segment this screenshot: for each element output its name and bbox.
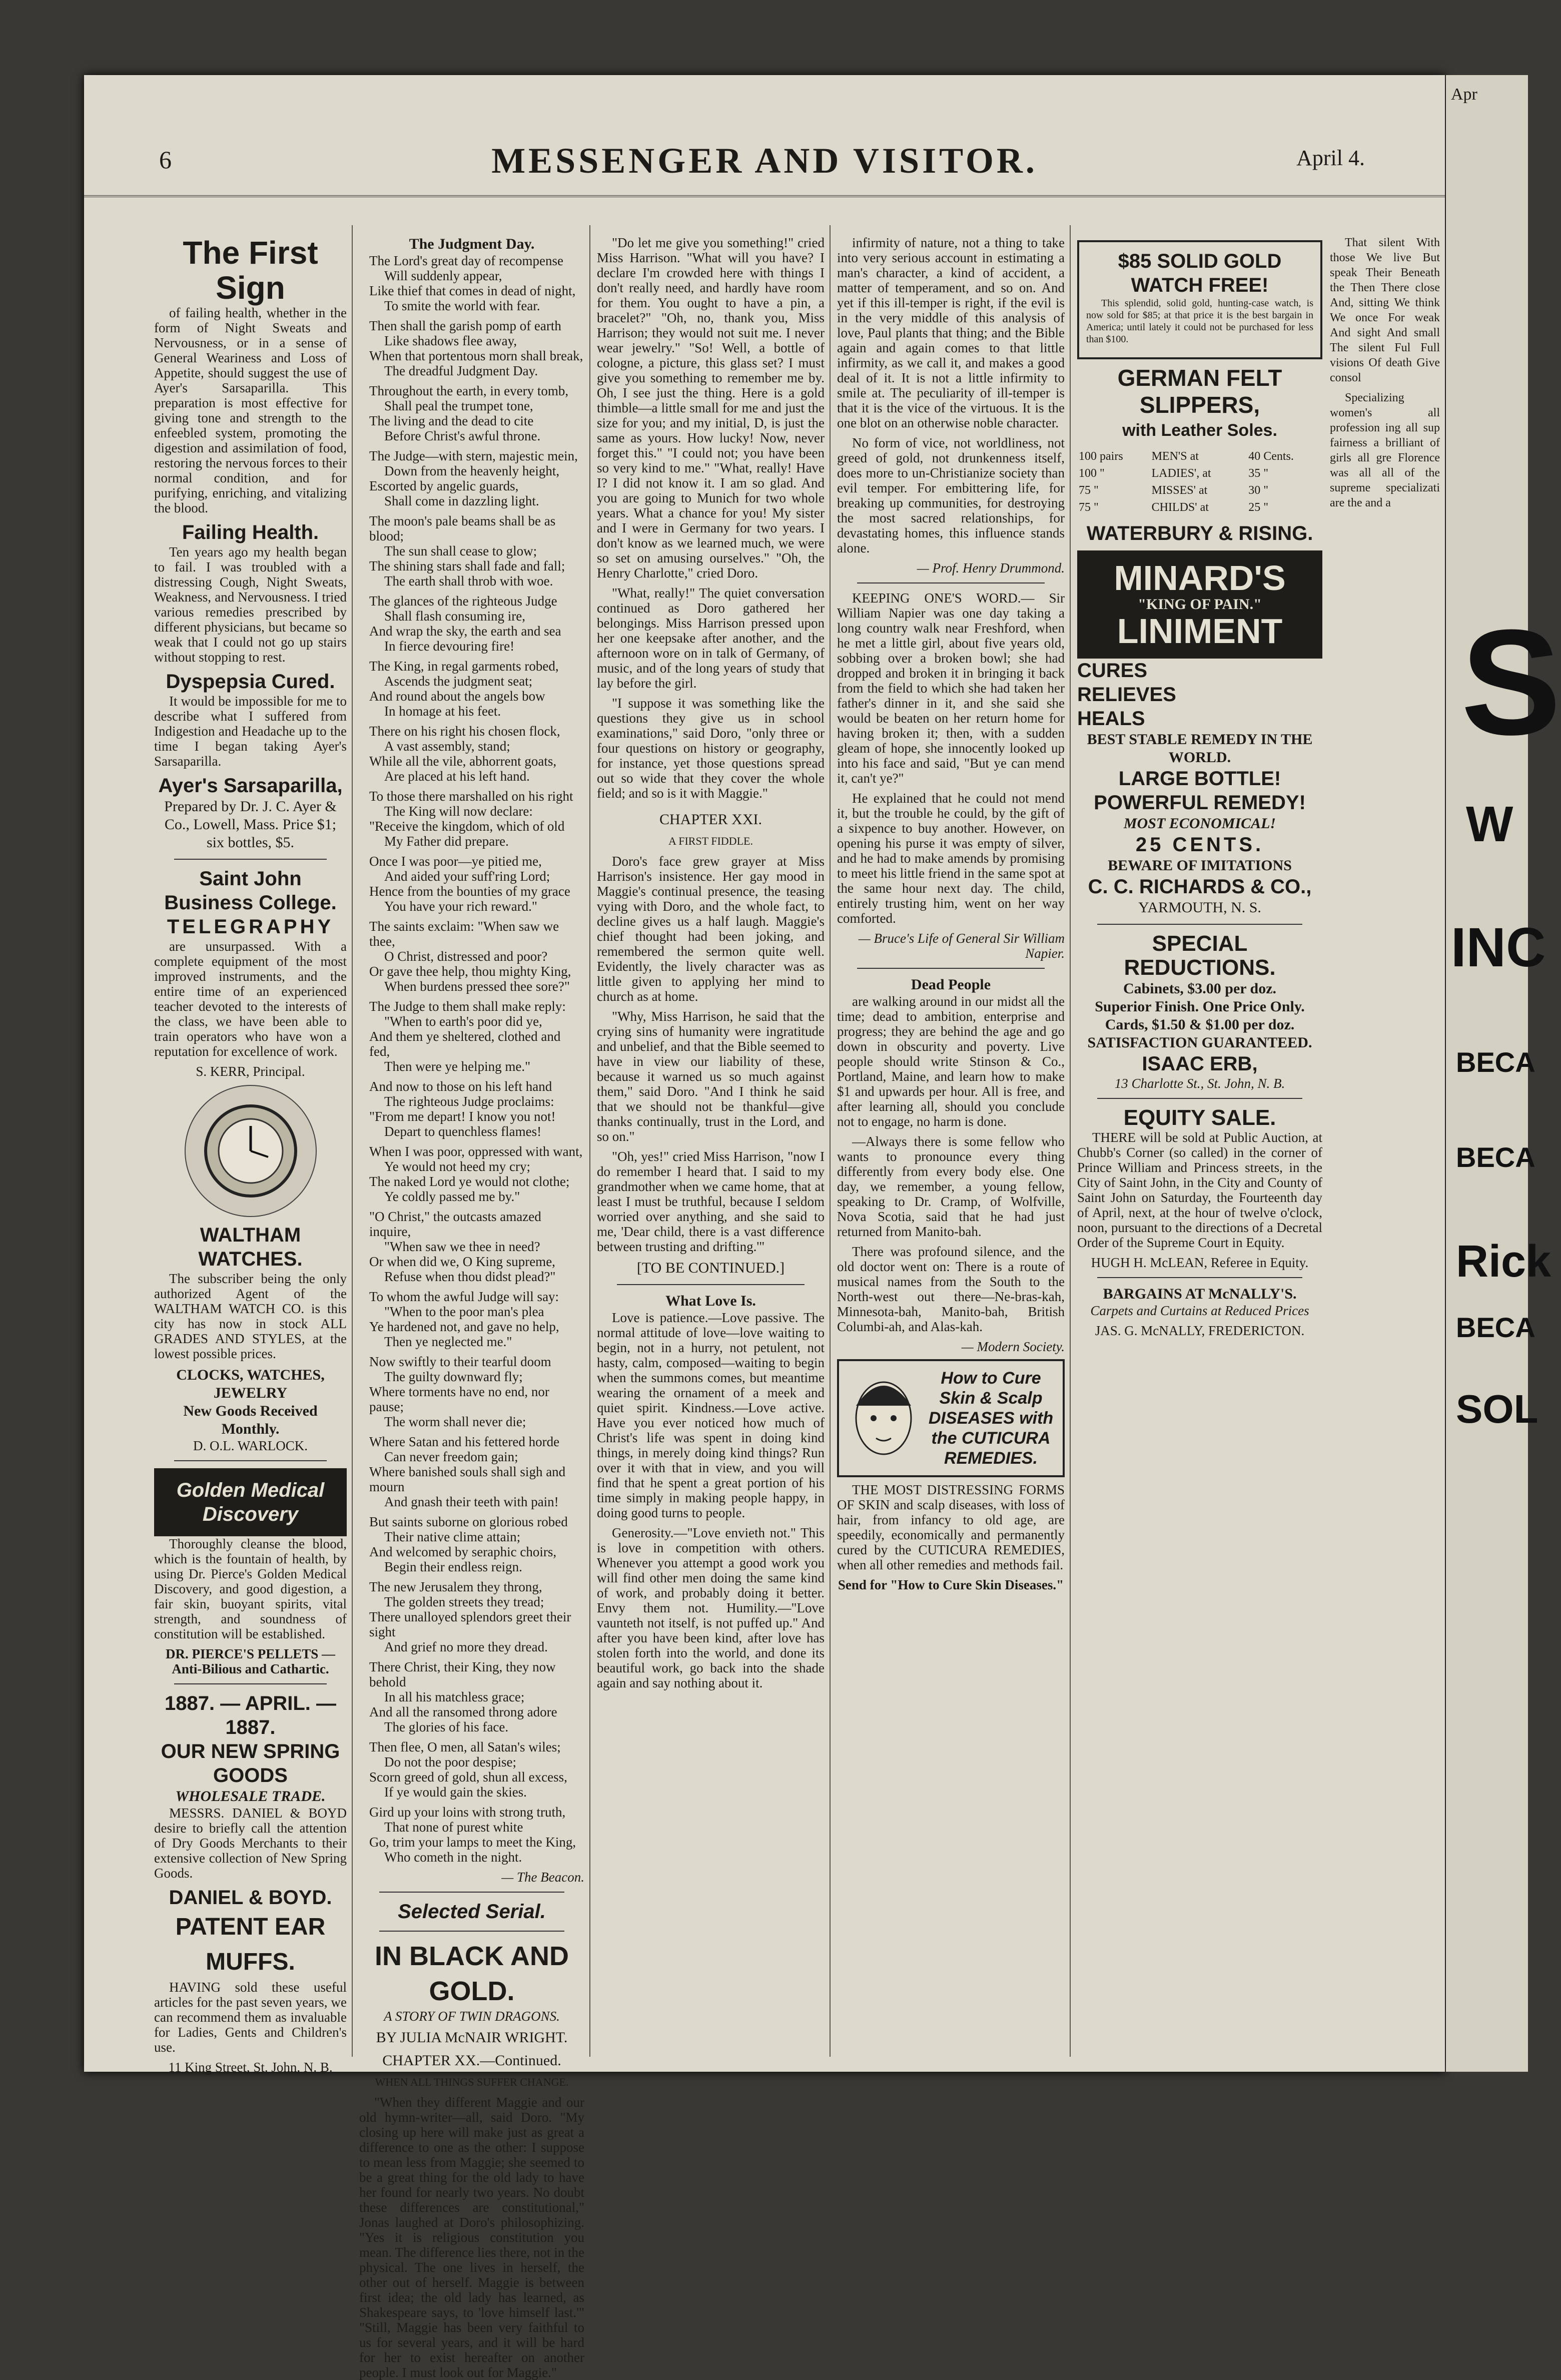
divider — [617, 1284, 805, 1285]
poem-line: O Christ, distressed and poor? — [384, 949, 548, 964]
ad-text: THERE will be sold at Public Auction, at Chubb's Corner (so called) in the corner of Prince William and Princess streets, in the City of Saint John, in the City and County of Saint John on Saturday, the Fourteenth day of April, next, at the hour of twelve o'clock, noon, pursuant to the directions of a Decretal Order of the Supreme Court in Equity. — [1077, 1130, 1322, 1250]
poem-line: Now swiftly to their tearful doom — [369, 1354, 551, 1369]
poem-line: The earth shall throb with woe. — [384, 573, 553, 588]
divider — [1097, 1277, 1302, 1278]
page-number: 6 — [159, 146, 172, 174]
ad-line: SATISFACTION GUARANTEED. — [1087, 1034, 1312, 1051]
ad-text: HAVING sold these useful articles for the past seven years, we can recommend them as invaluable for Ladies, Gents and Children's use. — [154, 1980, 347, 2055]
poem-line: "From me depart! I know you not! — [369, 1109, 556, 1124]
poem-line: The golden streets they tread; — [384, 1594, 544, 1609]
poem-line: There Christ, their King, they now behold — [369, 1659, 556, 1689]
poem-line: "When saw we thee in need? — [384, 1239, 540, 1254]
article-title: Dead People — [911, 976, 991, 993]
ad-headline: MINARD'S — [1114, 558, 1286, 598]
partial-letter: Rick — [1456, 1237, 1551, 1287]
price-row — [1078, 499, 1321, 515]
ad-text: are unsurpassed. With a complete equipment of the most improved instruments, and the entire time of an experienced teacher devoted to the interests of the class, we have been able to train operators who have won a reputation for excellence of work. — [154, 939, 347, 1059]
poem-line: The Judge to them shall make reply: — [369, 999, 566, 1014]
serial-subtitle: A STORY OF TWIN DRAGONS. — [384, 2009, 560, 2024]
ad-signature: ISAAC ERB, — [1142, 1053, 1258, 1075]
column-rule — [589, 225, 590, 2057]
column-2 — [359, 235, 584, 2380]
poem-title: The Judgment Day. — [409, 236, 535, 252]
price-row — [1078, 448, 1321, 464]
masthead — [84, 135, 1445, 197]
poem-line: Can never freedom gain; — [384, 1449, 518, 1464]
poem-line: Gird up your loins with strong truth, — [369, 1805, 566, 1820]
divider — [379, 1892, 564, 1893]
poem-line: And all the ransomed throng adore — [369, 1704, 557, 1719]
divider — [174, 1683, 327, 1684]
poem-line: "O Christ," the outcasts amazed inquire, — [369, 1209, 541, 1239]
ad-headline: WALTHAM WATCHES. — [198, 1224, 303, 1270]
poem-line: The glances of the righteous Judge — [369, 593, 557, 609]
ad-headline: OUR NEW SPRING GOODS — [161, 1740, 340, 1787]
poem-line: The new Jerusalem they throng, — [369, 1579, 542, 1594]
price-cell: MEN'S at — [1151, 450, 1199, 463]
poem-line: That none of purest white — [384, 1820, 523, 1835]
partial-letter: BECA — [1456, 1046, 1535, 1078]
adjacent-page-header: Apr — [1451, 85, 1477, 104]
ad-headline: How to Cure Skin & Scalp DISEASES with the CUTICURA REMEDIES. — [928, 1369, 1054, 1468]
article-text: are walking around in our midst all the time; dead to ambition, enterprise and progress; they are behind the age and go down in obscurity and poverty. Live people should write Stinson & Co., Portland, Maine, and learn how to make $1 and upwards per hour. All is free, and after learning all, should you conclude not to engage, no harm is done. — [837, 994, 1065, 1129]
ad-footer: Ayer's Sarsaparilla, — [158, 775, 343, 797]
poem-line: To smite the world with fear. — [384, 298, 540, 313]
poem-line: The glories of his face. — [384, 1719, 509, 1734]
ad-headline: BARGAINS AT McNALLY'S. — [1103, 1286, 1297, 1302]
poem-line: My Father did prepare. — [384, 834, 509, 849]
partial-letter: S — [1461, 598, 1561, 766]
ad-banner — [154, 1468, 347, 1536]
price-cell: 25 " — [1248, 501, 1268, 514]
poem-line: When burdens pressed thee sore?" — [384, 979, 570, 994]
divider — [1097, 1098, 1302, 1099]
price-cell: LADIES', at — [1151, 467, 1211, 480]
poem-line: Then flee, O men, all Satan's wiles; — [369, 1739, 561, 1754]
poem-line: Refuse when thou didst plead?" — [384, 1269, 556, 1284]
poem-line: Depart to quenchless flames! — [384, 1124, 542, 1139]
price-cell: CHILDS' at — [1151, 501, 1209, 514]
poem-line: Ascends the judgment seat; — [384, 674, 533, 689]
ad-headline: Golden Medical Discovery — [176, 1479, 325, 1525]
chapter-subheading: WHEN ALL THINGS SUFFER CHANGE. — [375, 2076, 569, 2088]
poem-line: Down from the heavenly height, — [384, 463, 560, 478]
poem-line: Are placed at his left hand. — [384, 769, 530, 784]
ad-footer: Send for "How to Cure Skin Diseases." — [838, 1577, 1064, 1592]
cuticura-ad — [837, 1359, 1065, 1477]
poem-line: Where torments have no end, nor pause; — [369, 1384, 549, 1414]
column-rule — [352, 225, 353, 2057]
ad-text: Thoroughly cleanse the blood, which is the fountain of health, by using Dr. Pierce's Golden Medical Discovery, and good digestion, a fair skin, buoyant spirits, vital strength, and soundness of constitution will be established. — [154, 1536, 347, 1641]
poem-line: Throughout the earth, in every tomb, — [369, 383, 569, 398]
price-cell: 30 " — [1248, 484, 1268, 497]
poem-line: Or when did we, O King supreme, — [369, 1254, 555, 1269]
ad-text: Ten years ago my health began to fail. I was troubled with a distressing Cough, Night Sweats, Weakness, and Nervousness. I tried various remedies prescribed by different physicians, but became so weak that I could not go up stairs without stopping to rest. — [154, 544, 347, 665]
poem-line: Or gave thee help, thou mighty King, — [369, 964, 571, 979]
ad-headline: EQUITY SALE. — [1123, 1105, 1276, 1130]
ad-line: Cards, $1.50 & $1.00 per doz. — [1105, 1016, 1295, 1033]
ad-subheading: Carpets and Curtains at Reduced Prices — [1090, 1303, 1309, 1318]
poem-line: And round about the angels bow — [369, 689, 545, 704]
ad-text: THE MOST DISTRESSING FORMS OF SKIN and scalp diseases, with loss of hair, from infancy to old age, are speedily, economically and permanently cured by the CUTICURA REMEDIES, when all other remedies and methods fail. — [837, 1482, 1065, 1572]
poem-line: Will suddenly appear, — [384, 268, 502, 283]
ad-subheading: LINIMENT — [1117, 612, 1283, 651]
divider — [174, 1460, 327, 1461]
ad-address: 13 Charlotte St., St. John, N. B. — [1114, 1076, 1285, 1091]
article-signature: — Bruce's Life of General Sir William Napier. — [858, 931, 1065, 961]
article-text: —Always there is some fellow who wants to pronounce every thing differently from every body else. One day, we remember, a young fellow, speaking to Dr. Cramp, of Wolfville, Nova Scotia, said that he had just returned from Manito-bah. — [837, 1134, 1065, 1239]
ad-address: YARMOUTH, N. S. — [1138, 899, 1261, 916]
ad-headline: The First Sign — [183, 235, 318, 306]
article-title: What Love Is. — [665, 1293, 756, 1309]
ad-footer: DR. PIERCE'S PELLETS — Anti-Bilious and Cathartic. — [165, 1646, 336, 1676]
ad-signature: D. O.L. WARLOCK. — [193, 1438, 308, 1453]
ad-headline: $85 SOLID GOLD WATCH FREE! — [1118, 250, 1282, 296]
ad-line: CURES — [1077, 660, 1148, 682]
poem-line: And gnash their teeth with pain! — [384, 1494, 559, 1509]
minards-banner — [1077, 550, 1322, 659]
partial-letter: W — [1466, 796, 1513, 852]
serial-text: "I suppose it was something like the questions they give us in school examinations," said Doro, "only three or four questions on history or geography, for instance, yet those questions spread out so wide that they cover the whole field; and so is it with Maggie." — [597, 696, 825, 801]
poem-line: You have your rich reward." — [384, 899, 537, 914]
price-cell: 100 pairs — [1079, 450, 1123, 463]
poem-line: Shall come in dazzling light. — [384, 493, 539, 508]
ad-price: Prepared by Dr. J. C. Ayer & Co., Lowell, Mass. Price $1; six bottles, $5. — [164, 798, 337, 851]
article-signature: — Modern Society. — [961, 1339, 1065, 1354]
poem-line: Ye hardened not, and gave no help, — [369, 1319, 559, 1334]
ad-line: LARGE BOTTLE! — [1118, 768, 1281, 790]
poem-line: The righteous Judge proclaims: — [384, 1094, 554, 1109]
poem-line: And them ye sheltered, clothed and fed, — [369, 1029, 561, 1059]
poem-line: The saints exclaim: "When saw we thee, — [369, 919, 559, 949]
ad-text: The subscriber being the only authorized Agent of the WALTHAM WATCH CO. is this city has now in stock ALL GRADES AND STYLES, at the lowest possible prices. — [154, 1271, 347, 1361]
poem-line: The worm shall never die; — [384, 1414, 526, 1429]
poem-line: Ye coldly passed me by." — [384, 1189, 520, 1204]
poem-line: Then were ye helping me." — [384, 1059, 531, 1074]
partial-text: That silent With those We live But speak Their Beneath the Then There close And, sitting We think We once For weak And sight And small The silent Ful Full visions Of death Give consol — [1330, 236, 1440, 384]
watch-ad — [1077, 240, 1322, 359]
ad-headline: GERMAN FELT SLIPPERS, — [1117, 365, 1282, 418]
ad-subheading: with Leather Soles. — [1122, 421, 1277, 440]
ad-text: This splendid, solid gold, hunting-case watch, is now sold for $85; at that price it is the best bargain in America; until lately it could not be purchased for less than $100. — [1086, 298, 1313, 345]
ad-line: POWERFUL REMEDY! — [1094, 792, 1306, 814]
face-portrait-icon — [846, 1371, 921, 1466]
poem-line: The moon's pale beams shall be as blood; — [369, 513, 556, 543]
poem-line: In all his matchless grace; — [384, 1689, 525, 1704]
ad-line: HEALS — [1077, 708, 1145, 730]
ad-headline: PATENT EAR MUFFS. — [175, 1914, 326, 1975]
poem-line: When that portentous morn shall break, — [369, 348, 583, 363]
poem-source: — The Beacon. — [501, 1870, 584, 1885]
poem-line: While all the vile, abhorrent goats, — [369, 754, 557, 769]
issue-date: April 4. — [1296, 146, 1365, 170]
article-text: No form of vice, not worldliness, not greed of gold, not drunkenness itself, does more to un-Christianize society than evil temper. For embittering life, for breaking up communities, for destroying the most sacred relationships, for devastating homes, this influence stands alone. — [837, 435, 1065, 555]
poem-line: Like thief that comes in dead of night, — [369, 283, 576, 298]
poem-line: Then ye neglected me." — [384, 1334, 512, 1349]
divider — [1097, 924, 1302, 925]
article-text: He explained that he could not mend it, but the trouble he could, by the gift of a sixpence to buy another. However, on opening his purse it was empty of silver, and he had to make amends by promising to meet his little friend in the same spot at the same hour next day. The child, entirely trusting him, went on her way comforted. — [837, 791, 1065, 926]
ad-line: MOST ECONOMICAL! — [1123, 815, 1276, 832]
ad-text: of failing health, whether in the form of Night Sweats and Nervousness, or in a sense of General Weariness and Loss of Appetite, should suggest the use of Ayer's Sarsaparilla. This preparation is most effective for giving tone and strength to the enfeebled system, promoting the digestion and assimilation of food, restoring the nervous forces to their normal condition, and for purifying, enriching, and vitalizing the blood. — [154, 305, 347, 515]
poem-line: In fierce devouring fire! — [384, 639, 515, 654]
price-table — [1077, 447, 1322, 516]
column-6-partial — [1330, 235, 1440, 2057]
ad-signature: HUGH H. McLEAN, Referee in Equity. — [1091, 1255, 1309, 1270]
section-header: Selected Serial. — [398, 1901, 546, 1923]
poem-line: "Receive the kingdom, which of old — [369, 819, 565, 834]
serial-text: "Do let me give you something!" cried Miss Harrison. "What will you have? I declare I'm crowded here with things I don't really need, and hardly have room for them. You ought to have a pin, a bracelet?" "Oh, no, thank you, Miss Harrison; they would not suit me. I never wear jewelry." "So! Well, a bottle of cologne, a picture, this glass set? I must give you something to remember me by. Oh, I see just the thing. Here is a gold thimble—a little small for me and just the size for you; and my initial, D, is just the same as yours. How lucky! Now, never forget this." "I could not; you have been so very kind to me." "What, really! Have I? I did not know it. I am so glad. And you are going to Munich for two whole years. What a chance for you! My sister and I were in Germany for two years. I don't know as we learned much, we were so set on amusing ourselves." "Oh, the Henry Charlotte," cried Doro. — [597, 235, 825, 580]
divider — [857, 968, 1045, 969]
poem-line: Who cometh in the night. — [384, 1850, 522, 1865]
adjacent-page — [1446, 75, 1561, 2072]
partial-letter: SOL — [1456, 1387, 1538, 1431]
poem-line: And wrap the sky, the earth and sea — [369, 624, 561, 639]
column-4 — [837, 235, 1065, 2057]
poem-line: Where banished souls shall sigh and mourn — [369, 1464, 566, 1494]
chapter-subheading: A FIRST FIDDLE. — [668, 835, 753, 847]
poem-line: And grief no more they dread. — [384, 1639, 548, 1654]
poem-line: "When to the poor man's plea — [384, 1304, 544, 1319]
partial-letter: BECA — [1456, 1141, 1535, 1173]
serial-text: Doro's face grew grayer at Miss Harrison's insistence. Her gay mood in Maggie's continual presence, the teasing vying with Doro, and the whole fact, to decline gives us a half laugh. Maggie's chief thought had been joking, and remembered the sermon quite well. Evidently, the lively character was as little given to applying her mind to church as at home. — [597, 854, 825, 1004]
ad-signature: JAS. G. McNALLY, FREDERICTON. — [1095, 1323, 1305, 1338]
poem-line: The Lord's great day of recompense — [369, 253, 563, 268]
poem-line: To those there marshalled on his right — [369, 789, 573, 804]
article-text: Love is patience.—Love passive. The normal attitude of love—love waiting to begin, not in a hurry, not petulent, not hasty, calm, composed—waiting to begin when the summons comes, but meantime wearing the ornament of a meek and quiet spirit. Kindness.—Love active. Have you ever noticed how much of Christ's life was spent in doing kind things, in merely doing kind things? Run over it with that in view, and you will find that he spent a great portion of his time simply in making people happy, in doing good turns to people. — [597, 1310, 825, 1520]
newspaper-title: MESSENGER AND VISITOR. — [491, 141, 1038, 181]
poem — [359, 253, 584, 1865]
ad-price: 25 CENTS. — [1135, 834, 1264, 856]
poem-line: Before Christ's awful throne. — [384, 428, 541, 443]
poem-line: Scorn greed of gold, shun all excess, — [369, 1769, 567, 1784]
ad-line: BEST STABLE REMEDY IN THE WORLD. — [1087, 731, 1313, 766]
poem-line: Begin their endless reign. — [384, 1559, 522, 1574]
watch-icon — [201, 1101, 301, 1201]
poem-line: The Judge—with stern, majestic mein, — [369, 448, 578, 463]
chapter-heading: CHAPTER XXI. — [659, 811, 762, 828]
article-signature: — Prof. Henry Drummond. — [917, 560, 1065, 575]
poem-line: Escorted by angelic guards, — [369, 478, 519, 493]
poem-line: And welcomed by seraphic choirs, — [369, 1544, 557, 1559]
ad-text: MESSRS. DANIEL & BOYD desire to briefly call the attention of Dry Goods Merchants to their extensive collection of New Spring Goods. — [154, 1806, 347, 1881]
poem-line: A vast assembly, stand; — [384, 739, 510, 754]
ad-signature: WATERBURY & RISING. — [1086, 522, 1313, 544]
poem-line: Like shadows flee away, — [384, 333, 517, 348]
ad-signature: C. C. RICHARDS & CO., — [1088, 876, 1312, 898]
column-1 — [154, 235, 347, 2075]
ad-signature: DANIEL & BOYD. — [169, 1887, 332, 1909]
price-cell: 40 Cents. — [1248, 450, 1294, 463]
price-cell: MISSES' at — [1151, 484, 1208, 497]
poem-line: Once I was poor—ye pitied me, — [369, 854, 542, 869]
ad-signature: S. KERR, Principal. — [196, 1064, 305, 1079]
newspaper-page — [84, 75, 1445, 2380]
poem-line: "When to earth's poor did ye, — [384, 1014, 542, 1029]
chapter-heading: CHAPTER XX.—Continued. — [382, 2052, 561, 2069]
poem-line: Hence from the bounties of my grace — [369, 884, 570, 899]
poem-line: There unalloyed splendors greet their sight — [369, 1609, 571, 1639]
ad-subheading: Dyspepsia Cured. — [166, 671, 335, 693]
ad-line: BEWARE OF IMITATIONS — [1108, 857, 1292, 874]
ad-subheading: TELEGRAPHY — [167, 916, 334, 938]
column-5 — [1077, 235, 1322, 2057]
ad-headline: SPECIAL REDUCTIONS. — [1124, 931, 1276, 980]
watch-illustration — [185, 1085, 317, 1217]
ad-address: 11 King Street, St. John, N. B. — [168, 2060, 333, 2075]
poem-line: Go, trim your lamps to meet the King, — [369, 1835, 576, 1850]
poem-line: The sun shall cease to glow; — [384, 543, 537, 558]
article-text: There was profound silence, and the old doctor went on: There is a route of musical names from the South to the North-west out there—Ne-bras-kah, Minnesota-bah, Manito-bah, British Columbi-ah, and Alas-kah. — [837, 1244, 1065, 1334]
poem-line: Shall peal the trumpet tone, — [384, 398, 533, 413]
price-row — [1078, 482, 1321, 498]
poem-line: Shall flash consuming ire, — [384, 609, 525, 624]
poem-line: When I was poor, oppressed with want, — [369, 1144, 583, 1159]
price-cell: 75 " — [1079, 484, 1099, 497]
poem-line: The King, in regal garments robed, — [369, 659, 559, 674]
poem-line: The dreadful Judgment Day. — [384, 363, 538, 378]
poem-line: The shining stars shall fade and fall; — [369, 558, 565, 573]
serial-text: "When they different Maggie and our old hymn-writer—all, said Doro. "My closing up here will make just as great a difference to one as the other: I suppose to mean less from Maggie; she seemed to be a great thing for the old lady to have her found for nearly two years. No doubt these differences are constitutional," Jonas laughed at Doro's philosophizing. "Yes it is religious constitution you mean. The difference lies there, not in the physical. The one lives in herself, the other out of herself. Maggie is between first idea; the old lady has learned, as Shakespeare says, to 'love himself last.'" "Still, Maggie has been very faithful to us for several years, and it will be hard for her to exist hereafter on another people. I must look out for Maggie." — [359, 2095, 584, 2380]
ad-line: RELIEVES — [1077, 684, 1176, 706]
poem-line: The living and the dead to cite — [369, 413, 534, 428]
article-text: KEEPING ONE'S WORD.— Sir William Napier was one day taking a long country walk near Freshford, when he met a little girl, about five years old, sobbing over a broken bowl; she had dropped and broken it in bringing it back from the field to which she had taken her father's dinner in it, and she said she would be beaten on her return home for having broken it; then, with a sudden gleam of hope, she innocently looked up into his face and said, "But ye can mend it, can't ye?" — [837, 590, 1065, 786]
ad-line: Cabinets, $3.00 per doz. — [1123, 980, 1277, 997]
poem-line: Do not the poor despise; — [384, 1754, 516, 1769]
poem-line: And now to those on his left hand — [369, 1079, 552, 1094]
ad-text: It would be impossible for me to describe what I suffered from Indigestion and Headache up to the time I began taking Ayer's Sarsaparilla. — [154, 694, 347, 769]
divider — [174, 859, 327, 860]
poem-line: Where Satan and his fettered horde — [369, 1434, 560, 1449]
ad-headline: Saint John Business College. — [164, 868, 337, 914]
article-text: Generosity.—"Love envieth not." This is love in competition with others. Whenever you attempt a good work you will find other men doing the same kind of work, and probably doing it better. Envy them not. Humility.—"Love vaunteth not itself, is not puffed up." And after you have been kind, after love has stolen forth into the world, and done its beautiful work, go back into the shade again and say nothing about it. — [597, 1525, 825, 1690]
price-row — [1078, 465, 1321, 481]
poem-line: The King will now declare: — [384, 804, 533, 819]
continued-notice: [TO BE CONTINUED.] — [636, 1260, 785, 1276]
serial-author: BY JULIA McNAIR WRIGHT. — [376, 2029, 568, 2046]
ad-subheading: New Goods Received Monthly. — [183, 1403, 318, 1437]
poem-line: Their native clime attain; — [384, 1529, 521, 1544]
serial-text: "Oh, yes!" cried Miss Harrison, "now I do remember I heard that. I said to my grandmother when we came home, that at least I must be truthful, because I seldom worried over anything, and she said to me, 'Dear child, there is a vast difference between trusting and drifting.'" — [597, 1149, 825, 1254]
poem-line: The guilty downward fly; — [384, 1369, 523, 1384]
poem-line: To whom the awful Judge will say: — [369, 1289, 559, 1304]
partial-letter: INC — [1451, 917, 1546, 978]
ad-tagline: "KING OF PAIN." — [1138, 596, 1262, 613]
article-text: infirmity of nature, not a thing to take into very serious account in estimating a man's character, a kind of accident, a matter of temperament, and so on. And yet if this ill-temper is right, if the evil is in the very middle of this analysis of love, Paul plants that thing; and the Bible again and again comes to that little infirmity, as we call it, and makes a good deal of it. It is not a little infirmity to smile at. The peculiarity of ill-temper is that it is the vice of the virtuous. It is the one blot on an otherwise noble character. — [837, 235, 1065, 430]
poem-line: Ye would not heed my cry; — [384, 1159, 530, 1174]
ad-header: 1887. — APRIL. — 1887. — [164, 1692, 337, 1738]
poem-line: In homage at his feet. — [384, 704, 501, 719]
ad-subheading: Failing Health. — [182, 521, 319, 543]
poem-line: The naked Lord ye would not clothe; — [369, 1174, 570, 1189]
price-cell: 35 " — [1248, 467, 1268, 480]
ad-subheading: CLOCKS, WATCHES, JEWELRY — [176, 1367, 325, 1401]
serial-title: IN BLACK AND GOLD. — [375, 1941, 569, 2006]
column-3 — [597, 235, 825, 2057]
divider — [379, 1931, 564, 1932]
divider — [857, 582, 1045, 583]
serial-text: "What, really!" The quiet conversation continued as Doro gathered her belongings. Miss Harrison pressed upon her one keepsake after another, and the afternoon wore on in talk of Germany, of music, and of the long years of study that lay before the girl. — [597, 585, 825, 691]
poem-line: Then shall the garish pomp of earth — [369, 318, 561, 333]
column-rule — [830, 225, 831, 2057]
partial-letter: BECA — [1456, 1312, 1535, 1343]
poem-line: There on his right his chosen flock, — [369, 724, 560, 739]
poem-line: And aided your suff'ring Lord; — [384, 869, 550, 884]
poem-line: But saints suborne on glorious robed — [369, 1514, 568, 1529]
column-rule — [1070, 225, 1071, 2057]
ad-line: Superior Finish. One Price Only. — [1095, 998, 1305, 1015]
partial-text: Specializing women's all profession ing all sup fairness a brilliant of girls all gre Florence was all all of the supreme specializati are the and a — [1330, 391, 1440, 509]
price-cell: 75 " — [1079, 501, 1099, 514]
price-cell: 100 " — [1079, 467, 1105, 480]
ad-subheading: WHOLESALE TRADE. — [175, 1788, 326, 1805]
serial-text: "Why, Miss Harrison, he said that the crying sins of humanity were ingratitude and unbelief, and that the Bible seemed to have in view our liability of these, because it warned us so much against them," said Doro. "And I think he said that we should not be thankful—give thanks continually, trust in the Lord, and so on." — [597, 1009, 825, 1144]
poem-line: If ye would gain the skies. — [384, 1784, 527, 1800]
